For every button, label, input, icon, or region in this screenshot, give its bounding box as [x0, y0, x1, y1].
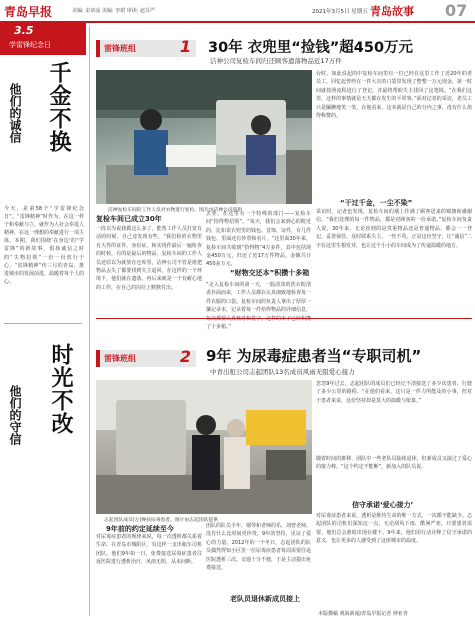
story2-caption: 志起团队成员(左)搀扶尿毒患者。图片由志起团队提供: [104, 518, 219, 523]
story1-subheadline: 洁神公司复检车间归还顾客遗落物品近17万件: [210, 57, 342, 65]
story1-subhead-a: “财物交还本”积攒十多箱: [230, 269, 310, 277]
memorial-badge: [0, 23, 86, 55]
feature-subtitle-2: 他们的守信: [8, 385, 22, 445]
story1-col2: 去业，在这里有一个特殊的部门——复检车间“拾得物招领”。“每天，我们会来到心的附近的，比如说衣兜里的钱包、首饰、证件，有几件钱包、里面还有钞票和名片。“这里面30年来，复检车间共收到“拾得物”4万多件，其中包括现金450万元，归还了近17万件物品，金额共计450多万元。: [206, 211, 312, 268]
story1-tag: [96, 37, 196, 57]
issue-date: 2021年3月5日 星期五: [312, 9, 368, 15]
feature-subtitle-1: 他们的诚信: [8, 83, 22, 143]
story1-col4: 台时，如此说起的中复检车间里有一位已经在这里工作了近20年的老员工，回忆起曾经在一件大衣的口袋里发现了整整一万元现金，第一时间就按照流程进行了登记，并最终帮助失主找回了这笔钱。“在我们这里，这样的事情就是天天都在发生的平常事。”面对记者的采访，老员工只是腼腆地笑一笑，在他看来，这本就是自己的分内之事，没有什么值得称赞的。: [316, 71, 472, 120]
section-title: 青岛故事: [370, 5, 414, 18]
story2-photo: [96, 380, 312, 514]
divider: [4, 323, 82, 324]
story2-section-title: 9年前的约定延续至今: [106, 525, 174, 533]
page-header: [0, 0, 475, 22]
story1-subhead-b: “干过千金，一尘不染”: [340, 199, 413, 207]
story2-subhead-b: 信守承诺‘爱心接力’: [352, 501, 414, 509]
page-number: 07: [445, 1, 468, 20]
story2-col4: 忽忽9年过去，志起团队的成员们已经记不清接送了多少次患者，行驶了多少公里的路程。“在他们看来，这只是一件力所能及的小事，但对于患者来说，这份坚持却是莫大的温暖与依靠。”: [316, 381, 472, 404]
story2-subheadline: 中青出租公司志起团队13名成员风雨无阻爱心接力: [210, 368, 355, 376]
story2-tag: [96, 347, 196, 367]
badge-number: 3.5: [14, 24, 34, 37]
story2-subhead-a: 老队员退休新成员接上: [230, 595, 300, 603]
story1-col1: 一段以为说我做这么多了，能帮工作人员打宽有话的时候，自己竟发现有些，“我们检的衣物里有大件的证件、身份证，和实现作最后一遍检查的时候，有的是最后的物品，复检车间的工作人员还原以为就放在仓库里，洁神公司不管是谁把物品丢失了都要找到失主退回，在这样的一个环境下，他们就在遗落，再后来就是一个有耐心地的工作，在自己的岗位上默默付出。: [96, 226, 202, 291]
column-separator: [89, 26, 90, 616]
story2-tag-label: 雷锋班组: [104, 354, 136, 363]
newspaper-logo: 青岛早报: [4, 5, 53, 19]
story1-headline: 30年 衣兜里“捡钱”超450万元: [208, 40, 414, 56]
story1-tag-label: 雷锋班组: [104, 44, 136, 53]
story1-photo: [96, 70, 312, 204]
feature-title-1: 千金不换: [46, 61, 72, 153]
story2-tag-num: 2: [179, 347, 191, 366]
story2-col5: 对尿毒症患者来说，透析是维持生命的唯一方式，一次都不能缺少。志起团队的司机们深知这一点，无论刮风下雨、酷暑严寒，只要患者需要，他们总会准时出现在楼下。9年来，他们用行动诠释了信守承诺的意义，也让更多的人感受到了这座城市的温度。: [316, 513, 472, 545]
story2-headline: 9年 为尿毒症患者当“专职司机”: [206, 347, 422, 365]
story-divider: [96, 318, 472, 319]
story2-col2: 团队的队员全年，钢琴和老师的乐，刘曾老师。没有什么比时间更珍贵，9年的坚持，见证了爱心的力量。2012年的一个冬日，志起团队的队员偶然得知小区里一位尿毒症患者每周需要往返医院透析三次，交通十分不便，于是主动提出免费接送。: [206, 523, 312, 572]
story1-caption: 洁神复检车间的工作人员对衣物进行复检。图片由洁神公司提供: [108, 208, 243, 213]
story1-section-title: 复检车间已成立30年: [96, 215, 162, 223]
byline: 本版撰稿 观海新闻/青岛早报记者 钟亚青: [318, 611, 408, 617]
story2-col3: 随着时间的推移，团队中一些老队员陆续退休，但新成员又接过了爱心的接力棒。“这个约定不能断”，新加入的队员说。: [316, 456, 472, 471]
story2-col1: 对尿毒症患者的规律来说，每一次透析都关系着生命。在青岛市城阳区，有这样一支出租车司机团队，他们9年如一日，免费接送尿毒症患者往返医院进行透析治疗，风雨无阻，从未间断。: [96, 534, 202, 566]
left-feature-column: [0, 23, 86, 620]
feature-title-2: 时光不改: [48, 343, 74, 435]
story1-col3: “走入复检车间的第一天，一股淡淡的洗衣粉清香扑面而来，工作人员都在认真细致地检查每一件衣服的口袋。复检车间的负责人拿出了厚厚一摞记录本，记录着每一件拾得物品的详细信息， 了十多箱。”: [206, 282, 312, 331]
editor-meta: 美编: 宋章淦 美编: 李珺 审读: 赵芬严: [72, 8, 156, 14]
story1-col5: 采访时，记者也发现，复检车间的墙上挂满了顾客送来的锦旗和感谢信。“我们处理的每一件物品，都是对顾客的一份承诺。”复检车间负责人说，30年来，无论捡到的是贵重物品还是普通物品，都会一一登记，妥善保管，及时联系失主，一丝不苟。正是这份坚守，让“诚信”二字在这里生根发芽，也让这个小小的车间成为了传递温暖的地方。: [316, 209, 472, 249]
feature-intro: 今天，是第58个“学雷锋纪念日”。“雷锋精神”时作为，在这一样子和奉献与立，就作为人社会奉进人精神，在这一理想的奉献进行一项主体。本期，我们围绕‘在身边’的“学雷锋”的新故事，倡扬诚信之时的“失物招领”一份一份放行于心，“雷锋精神”传三月的青岛，推进城市的发展前进，温暖着每个人的心。: [4, 206, 85, 285]
badge-text: 学雷锋纪念日: [9, 41, 51, 49]
story1-tag-num: 1: [179, 37, 191, 56]
